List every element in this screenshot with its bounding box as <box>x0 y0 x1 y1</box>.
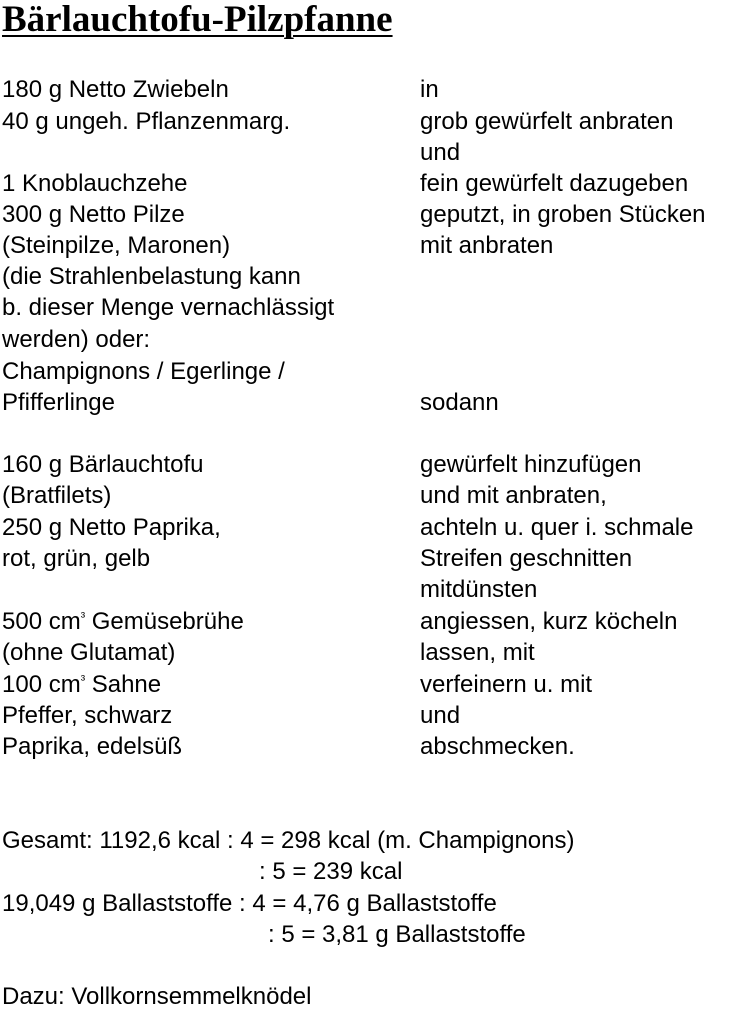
ingredient-line: Paprika, edelsüß <box>2 733 183 760</box>
instruction-line: angiessen, kurz köcheln <box>420 608 678 635</box>
instruction-line: gewürfelt hinzufügen <box>420 451 642 478</box>
ingredient-line: 300 g Netto Pilze <box>2 201 185 228</box>
ingredient-line <box>2 669 161 700</box>
instruction-line: achteln u. quer i. schmale <box>420 514 694 541</box>
instruction-line: sodann <box>420 389 499 416</box>
nutrition-line-calories-total: Gesamt: 1192,6 kcal : 4 = 298 kcal (m. Champignons) <box>2 827 575 854</box>
ingredient-line: 40 g ungeh. Pflanzenmarg. <box>2 108 291 135</box>
ingredient-line: Champignons / Egerlinge / <box>2 358 285 385</box>
ingredient-line: Pfifferlinge <box>2 389 115 416</box>
nutrition-line-fiber-per-five: : 5 = 3,81 g Ballaststoffe <box>268 921 526 948</box>
instruction-line: mit anbraten <box>420 232 554 259</box>
superscript-three: ³ <box>80 672 86 687</box>
instruction-line: und <box>420 702 461 729</box>
instruction-line: geputzt, in groben Stücken <box>420 201 706 228</box>
ingredient-line: (ohne Glutamat) <box>2 639 176 666</box>
ingredient-line: Pfeffer, schwarz <box>2 702 173 729</box>
ingredient-line: rot, grün, gelb <box>2 545 151 572</box>
instruction-line: Streifen geschnitten <box>420 545 633 572</box>
ingredient-line: 160 g Bärlauchtofu <box>2 451 204 478</box>
ingredient-line: 250 g Netto Paprika, <box>2 514 221 541</box>
ingredient-line: 180 g Netto Zwiebeln <box>2 76 229 103</box>
ingredient-line: (Steinpilze, Maronen) <box>2 232 231 259</box>
recipe-title: Bärlauchtofu-Pilzpfanne <box>2 0 393 40</box>
instruction-line: und mit anbraten, <box>420 482 607 509</box>
instruction-line: grob gewürfelt anbraten <box>420 108 674 135</box>
quantity-text: 500 cm <box>2 608 81 635</box>
instruction-line: lassen, mit <box>420 639 535 666</box>
instruction-line: abschmecken. <box>420 733 575 760</box>
serving-suggestion: Dazu: Vollkornsemmelknödel <box>2 983 312 1010</box>
ingredient-line: 1 Knoblauchzehe <box>2 170 188 197</box>
ingredient-name: Sahne <box>85 671 162 698</box>
nutrition-line-calories-per-five: : 5 = 239 kcal <box>259 858 403 885</box>
instruction-line: fein gewürfelt dazugeben <box>420 170 689 197</box>
ingredient-name: Gemüsebrühe <box>85 608 244 635</box>
instruction-line: und <box>420 139 461 166</box>
ingredient-line: werden) oder: <box>2 326 151 353</box>
superscript-three: ³ <box>80 609 86 624</box>
instruction-line: mitdünsten <box>420 576 538 603</box>
quantity-text: 100 cm <box>2 671 81 698</box>
instruction-line: verfeinern u. mit <box>420 671 593 698</box>
ingredient-line <box>2 606 244 637</box>
ingredient-line: (Bratfilets) <box>2 482 112 509</box>
ingredient-line: (die Strahlenbelastung kann <box>2 263 301 290</box>
nutrition-line-fiber-total: 19,049 g Ballaststoffe : 4 = 4,76 g Ballaststoffe <box>2 890 497 917</box>
instruction-line: in <box>420 76 439 103</box>
ingredient-line: b. dieser Menge vernachlässigt <box>2 294 335 321</box>
